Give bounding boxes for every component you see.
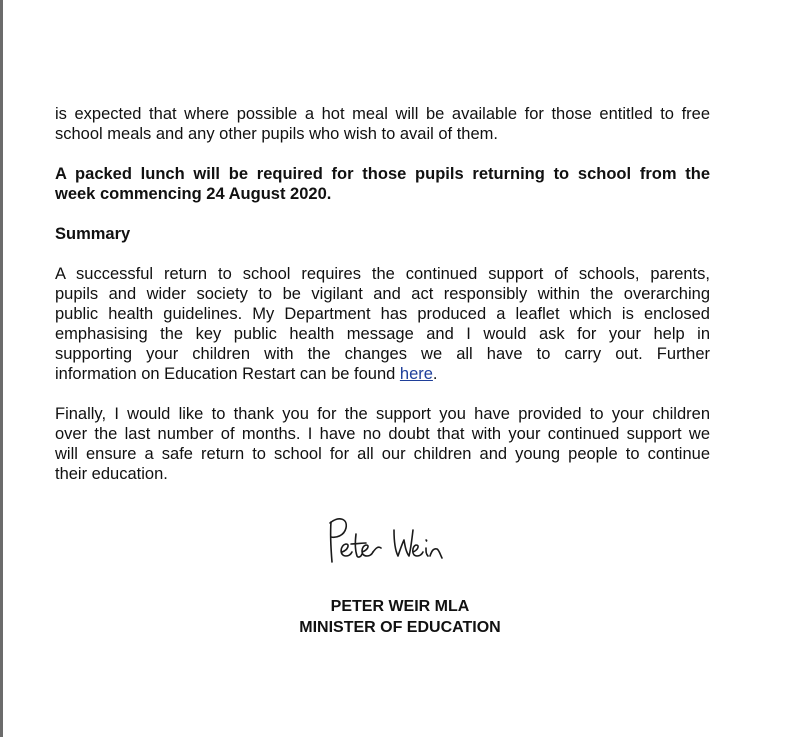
text-line: their education.: [55, 465, 168, 483]
text-line: supporting your children with the changes we all have to carry out. Further: [55, 345, 710, 363]
thanks-paragraph: [55, 404, 710, 484]
signatory-title: MINISTER OF EDUCATION: [299, 619, 501, 636]
handwritten-signature: [318, 508, 448, 572]
signatory-name: PETER WEIR MLA: [330, 598, 470, 615]
text-line: public health guidelines. My Department has produced a leaflet which is enclosed: [55, 305, 710, 323]
text-line: Finally, I would like to thank you for the support you have provided to your children: [55, 405, 710, 423]
text-line: pupils and wider society to be vigilant and act responsibly within the overarching: [55, 285, 710, 303]
page-left-border: [0, 0, 3, 737]
text-line: is expected that where possible a hot meal will be available for those entitled to free: [55, 105, 710, 123]
text-line: will ensure a safe return to school for all our children and young people to continue: [55, 445, 710, 463]
summary-paragraph: [55, 264, 710, 384]
text-line: A packed lunch will be required for those pupils returning to school from the: [55, 165, 710, 183]
text-line: school meals and any other pupils who wish to avail of them.: [55, 125, 498, 143]
meal-paragraph: [55, 104, 710, 144]
summary-heading: Summary: [55, 225, 131, 243]
text-fragment: information on Education Restart can be found: [55, 365, 400, 383]
text-line: [55, 364, 710, 384]
text-line: emphasising the key public health message and I would ask for your help in: [55, 325, 710, 343]
text-fragment: .: [432, 365, 438, 383]
education-restart-link[interactable]: here: [399, 365, 433, 383]
text-line: over the last number of months. I have no doubt that with your continued support we: [55, 425, 710, 443]
text-line: week commencing 24 August 2020.: [55, 185, 332, 203]
signature-drawing: [318, 508, 448, 572]
text-line: A successful return to school requires the continued support of schools, parents,: [55, 265, 710, 283]
packed-lunch-notice: [55, 164, 710, 204]
